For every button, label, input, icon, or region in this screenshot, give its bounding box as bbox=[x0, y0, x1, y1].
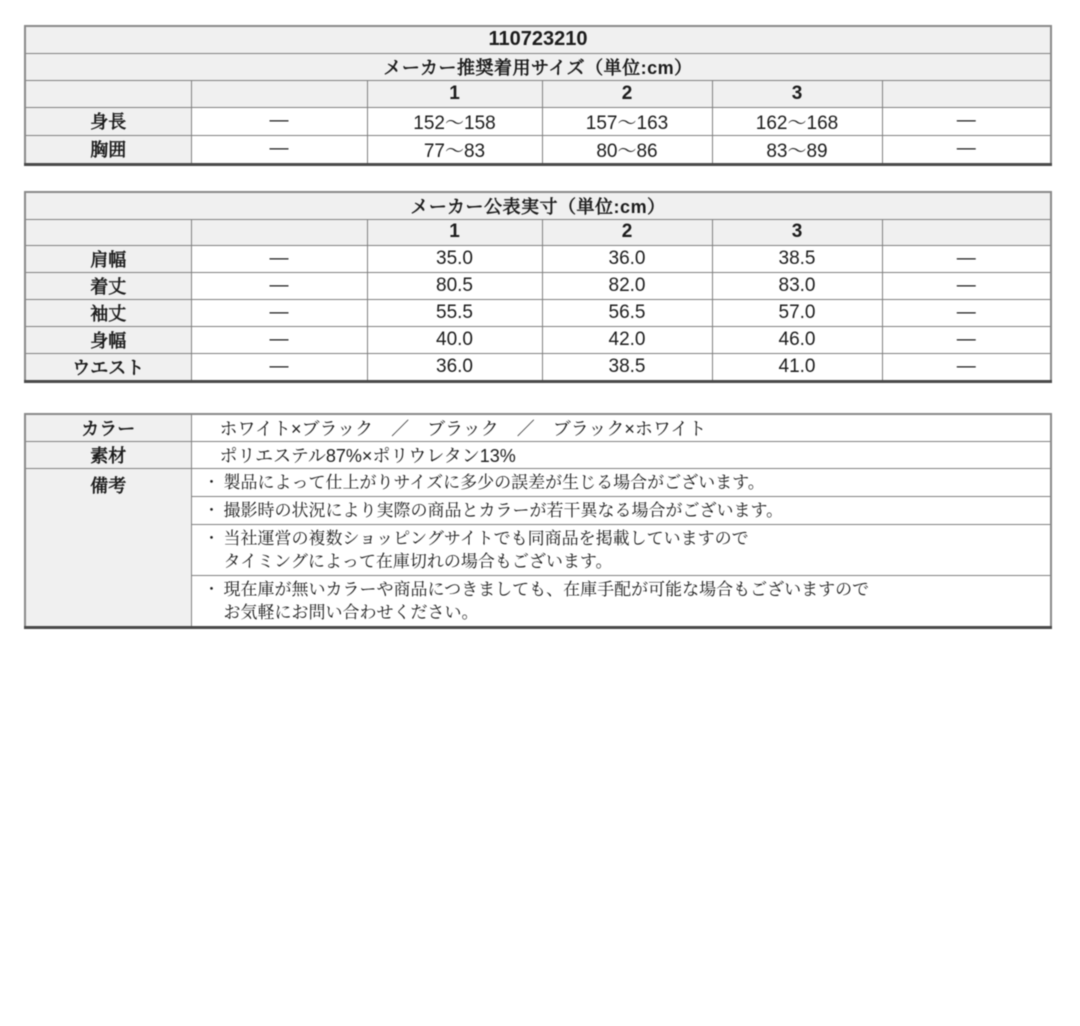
note-item bbox=[191, 469, 1051, 497]
size-value: 83～89 bbox=[712, 135, 882, 164]
note-text: タイミングによって在庫切れの場合もございます。 bbox=[223, 552, 613, 571]
note-text: 現在庫が無いカラーや商品につきましても、在庫手配が可能な場合もございますので bbox=[223, 580, 870, 599]
note-item bbox=[191, 576, 1051, 628]
size-value: 80.5 bbox=[367, 272, 542, 299]
size-value: 42.0 bbox=[542, 326, 712, 353]
size-value: 162～168 bbox=[712, 107, 882, 135]
size-value: — bbox=[191, 353, 367, 381]
table-row bbox=[25, 107, 1051, 135]
recommended-size-title: メーカー推奨着用サイズ（単位:cm） bbox=[25, 53, 1051, 80]
table-row bbox=[25, 135, 1051, 164]
info-table bbox=[24, 413, 1052, 630]
size-value: 57.0 bbox=[712, 299, 882, 326]
size-value: 80～86 bbox=[542, 135, 712, 164]
actual-size-title: メーカー公表実寸（単位:cm） bbox=[25, 192, 1051, 220]
size-value: — bbox=[191, 326, 367, 353]
table-row bbox=[25, 299, 1051, 326]
note-item bbox=[191, 525, 1051, 576]
size-value: 36.0 bbox=[542, 245, 712, 272]
row-label: 胸囲 bbox=[25, 135, 191, 164]
size-value: — bbox=[191, 272, 367, 299]
row-label: 身幅 bbox=[25, 326, 191, 353]
col-header-blank bbox=[191, 219, 367, 245]
size-value: — bbox=[882, 353, 1051, 381]
row-label: 着丈 bbox=[25, 272, 191, 299]
size-value: — bbox=[191, 135, 367, 164]
note-text: 当社運営の複数ショッピングサイトでも同商品を掲載していますので bbox=[223, 529, 749, 548]
col-header-size-1: 1 bbox=[367, 80, 542, 107]
size-value: — bbox=[882, 135, 1051, 164]
actual-size-table bbox=[24, 191, 1052, 383]
bullet-glyph: ・ bbox=[203, 530, 219, 547]
size-value: 46.0 bbox=[712, 326, 882, 353]
size-value: — bbox=[882, 245, 1051, 272]
size-value: 56.5 bbox=[542, 299, 712, 326]
table-row bbox=[25, 353, 1051, 381]
note-item bbox=[191, 497, 1051, 525]
table-row bbox=[25, 272, 1051, 299]
material-row bbox=[25, 442, 1051, 469]
size-value: 152～158 bbox=[367, 107, 542, 135]
note-text: 製品によって仕上がりサイズに多少の誤差が生じる場合がございます。 bbox=[223, 473, 765, 492]
size-value: 38.5 bbox=[542, 353, 712, 381]
size-value: 77～83 bbox=[367, 135, 542, 164]
size-value: 55.5 bbox=[367, 299, 542, 326]
col-header-size-2: 2 bbox=[542, 219, 712, 245]
material-value: ポリエステル87%×ポリウレタン13% bbox=[191, 442, 1051, 469]
col-header-blank bbox=[25, 219, 191, 245]
row-label: 身長 bbox=[25, 107, 191, 135]
color-row bbox=[25, 414, 1051, 442]
col-header-size-3: 3 bbox=[712, 80, 882, 107]
recommended-size-table bbox=[24, 25, 1052, 166]
size-value: — bbox=[191, 299, 367, 326]
notes-row bbox=[25, 469, 1051, 497]
size-value: 157～163 bbox=[542, 107, 712, 135]
notes-label: 備考 bbox=[25, 469, 191, 628]
size-value: 41.0 bbox=[712, 353, 882, 381]
row-label: 肩幅 bbox=[25, 245, 191, 272]
col-header-blank bbox=[882, 219, 1051, 245]
size-value: 36.0 bbox=[367, 353, 542, 381]
table-row bbox=[25, 245, 1051, 272]
size-value: 40.0 bbox=[367, 326, 542, 353]
color-label: カラー bbox=[25, 414, 191, 442]
size-value: 38.5 bbox=[712, 245, 882, 272]
size-value: 82.0 bbox=[542, 272, 712, 299]
size-value: — bbox=[882, 326, 1051, 353]
size-chart-sheet bbox=[24, 25, 1050, 629]
size-value: 83.0 bbox=[712, 272, 882, 299]
size-value: — bbox=[882, 272, 1051, 299]
col-header-size-1: 1 bbox=[367, 219, 542, 245]
note-text: 撮影時の状況により実際の商品とカラーが若干異なる場合がございます。 bbox=[223, 501, 784, 520]
bullet-glyph: ・ bbox=[203, 581, 219, 598]
row-label: ウエスト bbox=[25, 353, 191, 381]
col-header-blank bbox=[25, 80, 191, 107]
size-value: — bbox=[882, 107, 1051, 135]
product-code: 110723210 bbox=[25, 26, 1051, 53]
color-value: ホワイト×ブラック ／ ブラック ／ ブラック×ホワイト bbox=[191, 414, 1051, 442]
col-header-size-2: 2 bbox=[542, 80, 712, 107]
col-header-blank bbox=[882, 80, 1051, 107]
table-row bbox=[25, 326, 1051, 353]
col-header-size-3: 3 bbox=[712, 219, 882, 245]
bullet-glyph: ・ bbox=[203, 474, 219, 491]
size-value: — bbox=[191, 245, 367, 272]
note-text: お気軽にお問い合わせください。 bbox=[223, 603, 479, 622]
row-label: 袖丈 bbox=[25, 299, 191, 326]
material-label: 素材 bbox=[25, 442, 191, 469]
size-value: 35.0 bbox=[367, 245, 542, 272]
size-value: — bbox=[882, 299, 1051, 326]
size-value: — bbox=[191, 107, 367, 135]
bullet-glyph: ・ bbox=[203, 502, 219, 519]
col-header-blank bbox=[191, 80, 367, 107]
